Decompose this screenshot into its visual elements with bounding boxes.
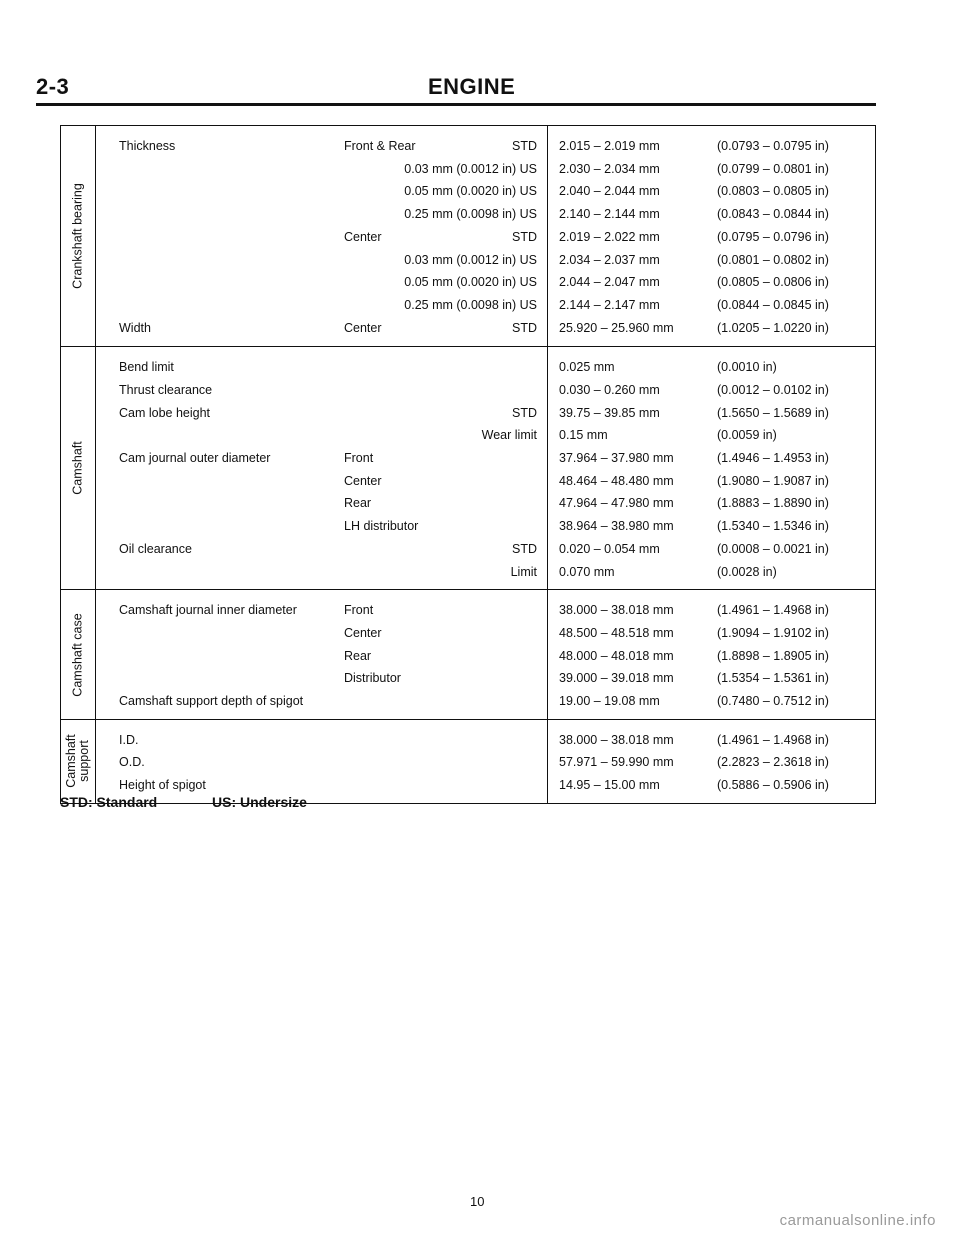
spec-section bbox=[61, 126, 875, 346]
spec-row bbox=[61, 294, 875, 316]
watermark-text: carmanualsonline.info bbox=[779, 1212, 936, 1229]
spec-value-mm: 2.015 – 2.019 mm bbox=[559, 139, 660, 153]
spec-value-mm: 47.964 – 47.980 mm bbox=[559, 496, 674, 511]
spec-row bbox=[61, 751, 875, 773]
spec-row bbox=[61, 667, 875, 689]
spec-value-mm: 14.95 – 15.00 mm bbox=[559, 778, 660, 793]
spec-value-in: (1.4946 – 1.4953 in) bbox=[717, 451, 829, 466]
spec-value-mm: 38.964 – 38.980 mm bbox=[559, 519, 674, 534]
spec-sub-item: Center bbox=[344, 229, 382, 244]
spec-item-label: Cam lobe height bbox=[119, 405, 211, 420]
spec-row bbox=[61, 158, 875, 180]
spec-sub-item: Rear bbox=[344, 648, 372, 663]
spec-row bbox=[61, 379, 875, 401]
header-rule bbox=[36, 103, 876, 106]
spec-condition: STD bbox=[512, 229, 537, 244]
spec-value-mm: 38.000 – 38.018 mm bbox=[559, 603, 674, 618]
spec-condition: 0.25 mm (0.0098 in) US bbox=[404, 297, 537, 312]
spec-item-label: Thrust clearance bbox=[119, 382, 213, 397]
spec-value-in: (1.4961 – 1.4968 in) bbox=[717, 732, 829, 747]
spec-value-in: (0.0012 – 0.0102 in) bbox=[717, 382, 829, 397]
spec-value-in: (0.0805 – 0.0806 in) bbox=[717, 275, 829, 290]
spec-value-in: (0.0801 – 0.0802 in) bbox=[717, 252, 829, 267]
spec-value-mm: 2.144 – 2.147 mm bbox=[559, 297, 660, 312]
spec-condition: 0.05 mm (0.0020 in) US bbox=[404, 184, 537, 199]
spec-row bbox=[61, 271, 875, 293]
spec-item-label: Width bbox=[119, 320, 151, 335]
spec-value-in: (0.0028 in) bbox=[717, 564, 777, 579]
legend-std: STD: Standard bbox=[60, 794, 158, 810]
spec-section bbox=[61, 589, 875, 719]
spec-condition: STD bbox=[512, 139, 537, 153]
spec-value-in: (1.9094 – 1.9102 in) bbox=[717, 625, 829, 640]
spec-row bbox=[61, 622, 875, 644]
spec-value-in: (0.0843 – 0.0844 in) bbox=[717, 207, 829, 222]
legend-us: US: Undersize bbox=[212, 794, 307, 810]
spec-value-mm: 2.040 – 2.044 mm bbox=[559, 184, 660, 199]
spec-value-in: (0.0010 in) bbox=[717, 360, 777, 375]
spec-row bbox=[61, 690, 875, 712]
spec-condition: Wear limit bbox=[481, 428, 537, 443]
spec-row bbox=[61, 470, 875, 492]
section-title-line: Camshaft bbox=[64, 734, 78, 789]
spec-sub-item: Center bbox=[344, 625, 382, 640]
spec-value-in: (1.4961 – 1.4968 in) bbox=[717, 603, 829, 618]
spec-row bbox=[61, 599, 875, 621]
spec-section bbox=[61, 719, 875, 803]
spec-row bbox=[61, 515, 875, 537]
footer-page-number: 10 bbox=[470, 1194, 485, 1209]
spec-condition: STD bbox=[512, 405, 537, 420]
spec-item-label: Thickness bbox=[119, 139, 176, 153]
spec-value-mm: 57.971 – 59.990 mm bbox=[559, 755, 674, 770]
spec-value-in: (0.0844 – 0.0845 in) bbox=[717, 297, 829, 312]
spec-value-in: (1.9080 – 1.9087 in) bbox=[717, 473, 829, 488]
spec-row bbox=[61, 135, 875, 157]
spec-row bbox=[61, 538, 875, 560]
page-title: ENGINE bbox=[428, 74, 516, 99]
spec-row bbox=[61, 447, 875, 469]
section-title-line: Camshaft bbox=[70, 441, 85, 496]
spec-value-in: (1.5340 – 1.5346 in) bbox=[717, 519, 829, 534]
spec-condition: Limit bbox=[510, 564, 537, 579]
spec-value-mm: 25.920 – 25.960 mm bbox=[559, 320, 674, 335]
spec-value-in: (0.7480 – 0.7512 in) bbox=[717, 694, 829, 709]
spec-row bbox=[61, 774, 875, 796]
spec-value-in: (1.5354 – 1.5361 in) bbox=[717, 671, 829, 686]
spec-item-label: Camshaft support depth of spigot bbox=[119, 694, 304, 709]
spec-row bbox=[61, 492, 875, 514]
spec-value-in: (1.0205 – 1.0220 in) bbox=[717, 320, 829, 335]
spec-value-in: (1.8883 – 1.8890 in) bbox=[717, 496, 829, 511]
spec-value-in: (0.0059 in) bbox=[717, 428, 777, 443]
spec-condition: STD bbox=[512, 541, 537, 556]
spec-value-mm: 0.070 mm bbox=[559, 564, 615, 579]
spec-sub-item: Center bbox=[344, 473, 382, 488]
spec-value-mm: 39.75 – 39.85 mm bbox=[559, 405, 660, 420]
spec-row bbox=[61, 249, 875, 271]
spec-condition: STD bbox=[512, 320, 537, 335]
spec-row bbox=[61, 561, 875, 583]
spec-item-label: I.D. bbox=[119, 732, 139, 747]
spec-row bbox=[61, 317, 875, 339]
spec-sub-item: Front bbox=[344, 603, 374, 618]
spec-value-in: (1.8898 – 1.8905 in) bbox=[717, 648, 829, 663]
spec-value-mm: 2.019 – 2.022 mm bbox=[559, 229, 660, 244]
spec-value-mm: 19.00 – 19.08 mm bbox=[559, 694, 660, 709]
spec-value-in: (0.0793 – 0.0795 in) bbox=[717, 139, 829, 153]
section-title-line: support bbox=[77, 740, 91, 783]
spec-item-label: Height of spigot bbox=[119, 778, 206, 793]
spec-row bbox=[61, 180, 875, 202]
spec-value-mm: 0.030 – 0.260 mm bbox=[559, 382, 660, 397]
page-header bbox=[36, 74, 876, 104]
spec-value-mm: 48.000 – 48.018 mm bbox=[559, 648, 674, 663]
spec-sub-item: Front bbox=[344, 451, 374, 466]
spec-value-mm: 0.15 mm bbox=[559, 428, 608, 443]
spec-row bbox=[61, 356, 875, 378]
spec-table bbox=[60, 125, 876, 804]
spec-section bbox=[61, 346, 875, 589]
spec-item-label: Oil clearance bbox=[119, 541, 192, 556]
spec-row bbox=[61, 729, 875, 751]
spec-value-in: (0.5886 – 0.5906 in) bbox=[717, 778, 829, 793]
spec-value-in: (2.2823 – 2.3618 in) bbox=[717, 755, 829, 770]
spec-condition: 0.03 mm (0.0012 in) US bbox=[404, 252, 537, 267]
spec-value-in: (0.0799 – 0.0801 in) bbox=[717, 161, 829, 176]
spec-value-mm: 37.964 – 37.980 mm bbox=[559, 451, 674, 466]
spec-value-mm: 48.464 – 48.480 mm bbox=[559, 473, 674, 488]
spec-item-label: Camshaft journal inner diameter bbox=[119, 603, 297, 618]
spec-value-in: (1.5650 – 1.5689 in) bbox=[717, 405, 829, 420]
spec-value-mm: 2.044 – 2.047 mm bbox=[559, 275, 660, 290]
spec-item-label: O.D. bbox=[119, 755, 145, 770]
spec-sub-item: LH distributor bbox=[344, 519, 419, 534]
spec-value-mm: 0.025 mm bbox=[559, 360, 615, 375]
spec-value-mm: 0.020 – 0.054 mm bbox=[559, 541, 660, 556]
spec-row bbox=[61, 226, 875, 248]
spec-value-in: (0.0803 – 0.0805 in) bbox=[717, 184, 829, 199]
spec-value-mm: 2.030 – 2.034 mm bbox=[559, 161, 660, 176]
spec-row bbox=[61, 645, 875, 667]
page-number: 2-3 bbox=[36, 74, 70, 99]
spec-value-in: (0.0008 – 0.0021 in) bbox=[717, 541, 829, 556]
spec-value-mm: 39.000 – 39.018 mm bbox=[559, 671, 674, 686]
spec-row bbox=[61, 203, 875, 225]
section-title-line: Camshaft case bbox=[70, 612, 85, 697]
spec-condition: 0.03 mm (0.0012 in) US bbox=[404, 161, 537, 176]
spec-value-mm: 2.034 – 2.037 mm bbox=[559, 252, 660, 267]
spec-value-mm: 2.140 – 2.144 mm bbox=[559, 207, 660, 222]
spec-item-label: Bend limit bbox=[119, 360, 174, 375]
spec-value-in: (0.0795 – 0.0796 in) bbox=[717, 229, 829, 244]
spec-value-mm: 48.500 – 48.518 mm bbox=[559, 625, 674, 640]
section-title-line: Crankshaft bearing bbox=[70, 183, 85, 289]
spec-value-mm: 38.000 – 38.018 mm bbox=[559, 732, 674, 747]
spec-sub-item: Distributor bbox=[344, 671, 401, 686]
spec-sub-item: Rear bbox=[344, 496, 372, 511]
spec-condition: 0.05 mm (0.0020 in) US bbox=[404, 275, 537, 290]
spec-item-label: Cam journal outer diameter bbox=[119, 451, 271, 466]
abbreviation-legend bbox=[60, 794, 307, 810]
spec-condition: 0.25 mm (0.0098 in) US bbox=[404, 207, 537, 222]
spec-row bbox=[61, 424, 875, 446]
spec-sub-item: Center bbox=[344, 320, 382, 335]
spec-row bbox=[61, 402, 875, 424]
spec-sub-item: Front & Rear bbox=[344, 139, 416, 153]
